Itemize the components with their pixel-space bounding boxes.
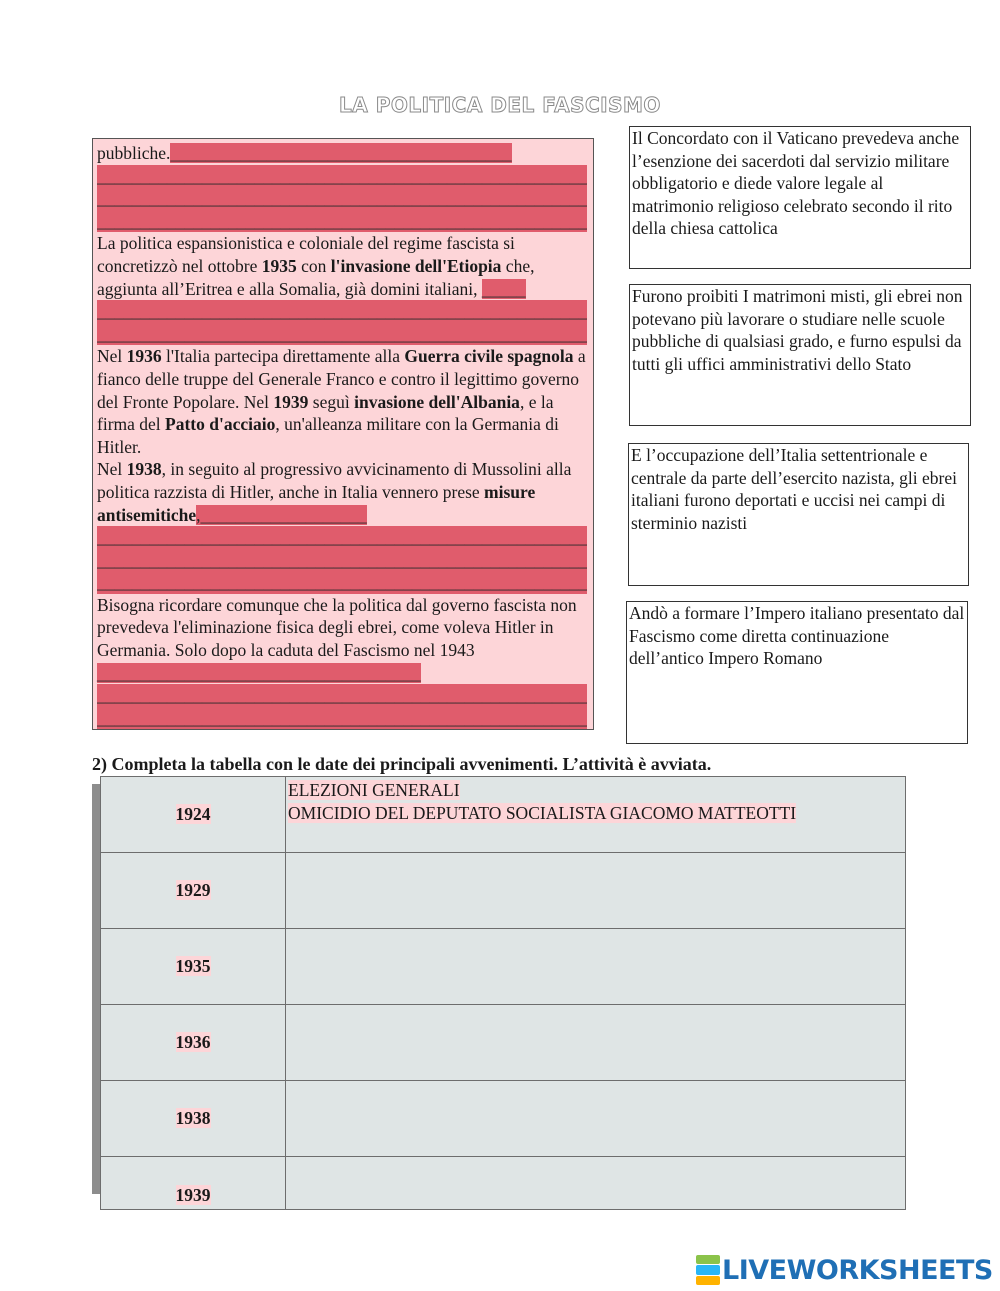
year-cell: 1935 [101,929,286,1005]
event-cell[interactable] [286,853,906,929]
table-row [101,853,906,929]
answer-blank-2a[interactable]: _____ [481,278,526,299]
draggable-answer-box-2[interactable]: Furono proibiti I matrimoni misti, gli ebrei non potevano più lavorare o studiare nelle scuole pubbliche di qualsiasi grado, e furno espulsi da tutti gli uffici amministrativi dello Stato [629,284,971,426]
logo-icon [696,1255,720,1285]
logo-text: LIVEWORKSHEETS [722,1254,993,1286]
event-cell[interactable] [286,1157,906,1210]
answer-blank-4c[interactable] [97,549,587,572]
main-text-panel [92,138,594,730]
paragraph-5: Bisogna ricordare comunque che la politica dal governo fascista non prevedeva l'eliminazione fisica degli ebrei, come voleva Hitler in Germania. Solo dopo la caduta del Fascismo nel 1943 _____________________________________ [97,594,577,683]
event-cell[interactable] [286,929,906,1005]
paragraph-3: Nel 1936 l'Italia partecipa direttamente alla Guerra civile spagnola a fianco delle truppe del Generale Franco e contro il legittimo governo del Fronte Popolare. Nel 1939 seguì invasione dell'Albania, e la firma del Patto d'acciaio, un'alleanza militare con la Germania di Hitler. [97,346,586,457]
question-2: 2) Completa la tabella con le date dei principali avvenimenti. L’attività è avviata. [92,754,712,774]
paragraph-1: pubbliche._______________________________________ [97,143,512,163]
table-row [101,1157,906,1210]
page-title: LA POLITICA DEL FASCISMO [339,93,661,117]
answer-blank-4a[interactable]: ,___________________ [196,504,367,525]
event-cell[interactable] [286,1005,906,1081]
event-cell[interactable]: ELEZIONI GENERALI OMICIDIO DEL DEPUTATO SOCIALISTA GIACOMO MATTEOTTI [286,777,906,853]
answer-blank-5b[interactable] [97,684,587,707]
draggable-answer-box-3[interactable]: E l’occupazione dell’Italia settentrionale e centrale da parte dell’esercito nazista, gli ebrei italiani furono deportati e uccisi nei campi di sterminio nazisti [628,443,969,586]
year-cell: 1938 [101,1081,286,1157]
event-cell[interactable] [286,1081,906,1157]
year-cell: 1924 [101,777,286,853]
answer-blank-1b[interactable] [97,165,587,188]
answer-blank-2b[interactable] [97,300,587,323]
paragraph-4: Nel 1938, in seguito al progressivo avvicinamento di Mussolini alla politica razzista di Hitler, anche in Italia vennero prese misure antisemitiche,___________________ [97,459,572,525]
year-cell: 1929 [101,853,286,929]
answer-blank-2c[interactable] [97,323,587,346]
draggable-answer-box-4[interactable]: Andò a formare l’Impero italiano presentato dal Fascismo come diretta continuazione dell’antico Impero Romano [626,601,968,744]
liveworksheets-logo [696,1252,993,1288]
answer-blank-4b[interactable] [97,526,587,549]
table-row [101,929,906,1005]
answer-blank-5a[interactable]: _____________________________________ [97,662,421,683]
answer-blank-5c[interactable] [97,707,587,730]
answer-blank-1d[interactable] [97,210,587,233]
answer-blank-1a[interactable]: _______________________________________ [170,143,512,163]
table-row [101,1081,906,1157]
answer-blank-4d[interactable] [97,571,587,594]
paragraph-2: La politica espansionistica e coloniale del regime fascista si concretizzò nel ottobre 1935 con l'invasione dell'Etiopia che, aggiunta all’Eritrea e alla Somalia, già domini italiani, _____ [97,233,535,299]
year-cell: 1936 [101,1005,286,1081]
events-table [100,776,906,1210]
answer-blank-1c[interactable] [97,187,587,210]
table-row [101,777,906,853]
table-row [101,1005,906,1081]
year-cell: 1939 [101,1157,286,1210]
draggable-answer-box-1[interactable]: Il Concordato con il Vaticano prevedeva anche l’esenzione dei sacerdoti dal servizio militare obbligatorio e diede valore legale al matrimonio religioso celebrato secondo il rito della chiesa cattolica [629,126,971,269]
